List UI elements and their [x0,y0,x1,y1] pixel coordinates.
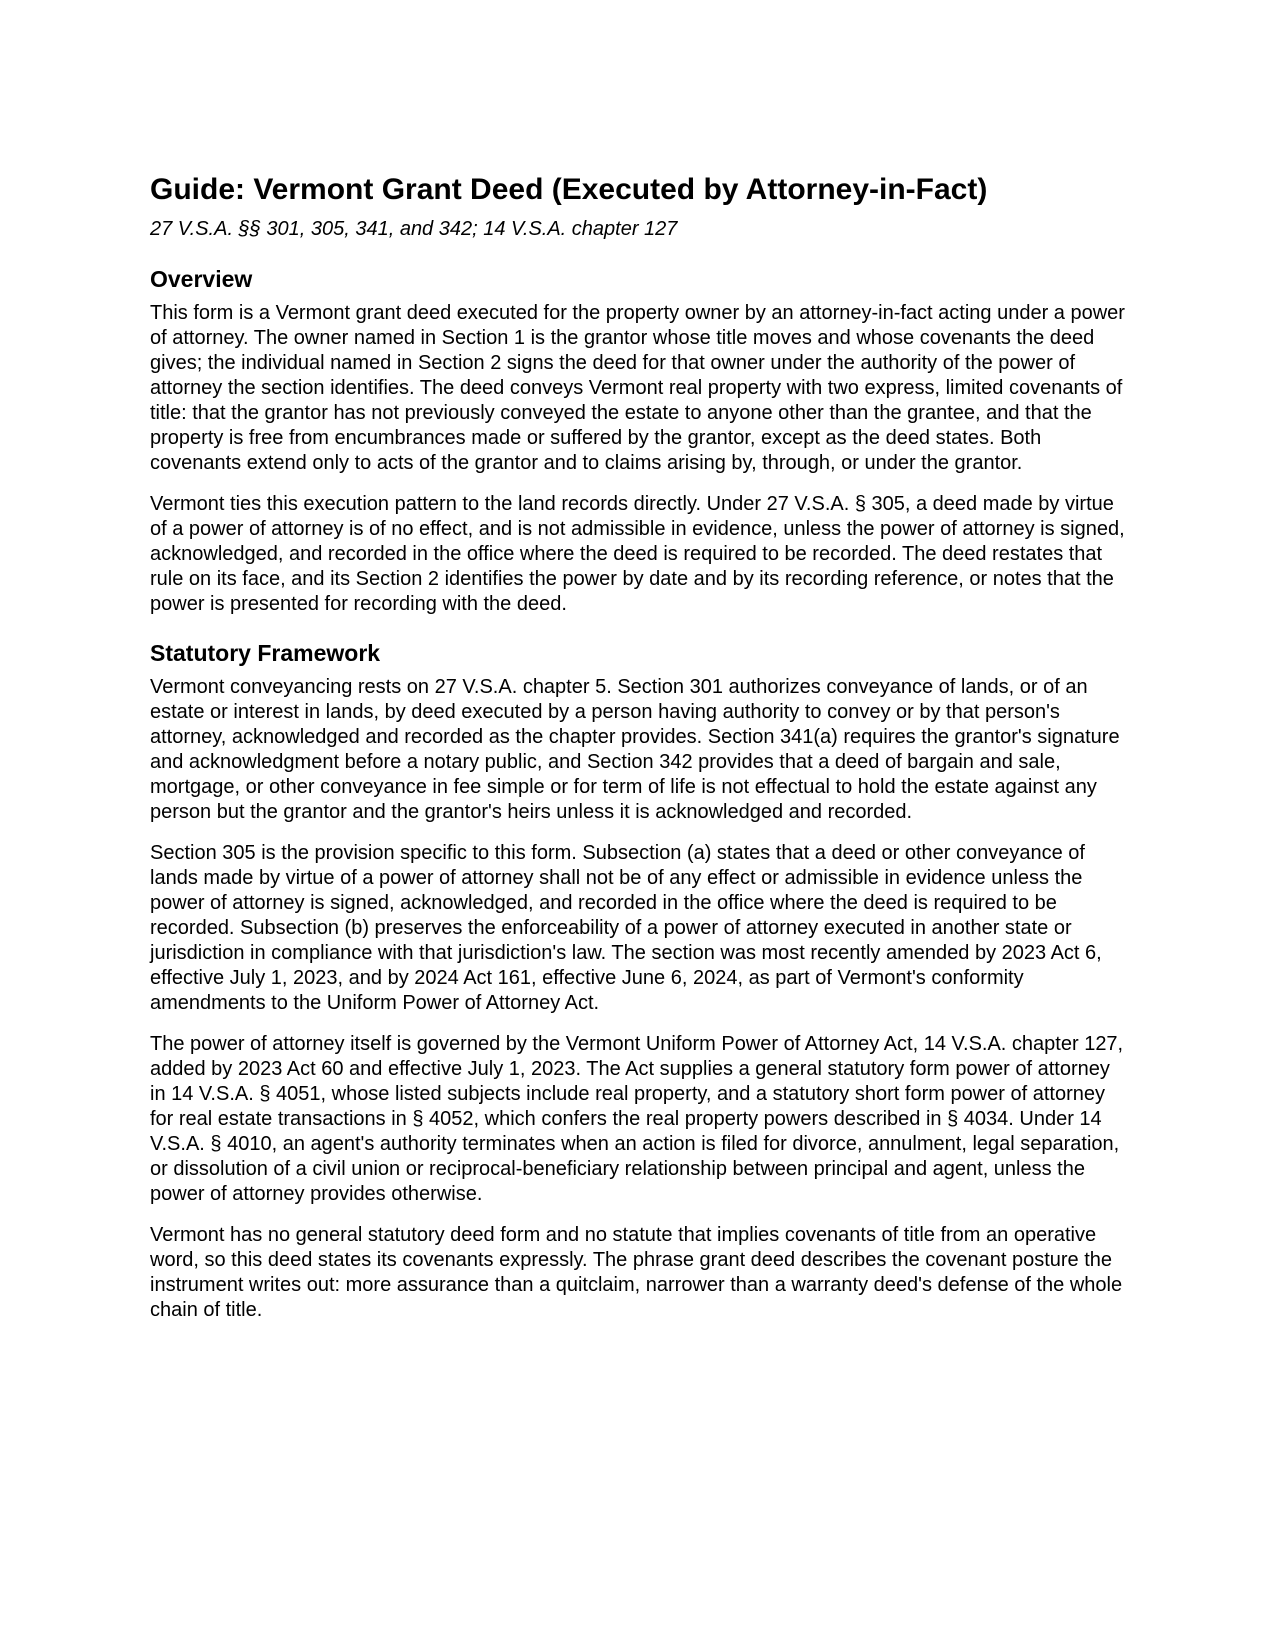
section-heading-statutory-framework: Statutory Framework [150,640,381,666]
section-heading-overview: Overview [150,266,253,292]
document-page [150,172,1130,1323]
framework-paragraph-1: Vermont conveyancing rests on 27 V.S.A. chapter 5. Section 301 authorizes conveyance of lands, or of an estate or interest in lands, by deed executed by a person having authority to convey or by that person's attorney, acknowledged and recorded as the chapter provides. Section 341(a) requires the grantor's signature and acknowledgment before a notary public, and Section 342 provides that a deed of bargain and sale, mortgage, or other conveyance in fee simple or for term of life is not effectual to hold the estate against any person but the grantor and the grantor's heirs unless it is acknowledged and recorded. [150,676,1120,823]
overview-paragraph-2: Vermont ties this execution pattern to the land records directly. Under 27 V.S.A. § 305, a deed made by virtue of a power of attorney is of no effect, and is not admissible in evidence, unless the power of attorney is signed, acknowledged, and recorded in the office where the deed is required to be recorded. The deed restates that rule on its face, and its Section 2 identifies the power by date and by its recording reference, or notes that the power is presented for recording with the deed. [150,493,1125,615]
section-statutory-framework [150,639,1130,1323]
overview-paragraph-1: This form is a Vermont grant deed executed for the property owner by an attorney-in-fact acting under a power of attorney. The owner named in Section 1 is the grantor whose title moves and whose covenants the deed gives; the individual named in Section 2 signs the deed for that owner under the authority of the power of attorney the section identifies. The deed conveys Vermont real property with two express, limited covenants of title: that the grantor has not previously conveyed the estate to anyone other than the grantee, and that the property is free from encumbrances made or suffered by the grantor, except as the deed states. Both covenants extend only to acts of the grantor and to claims arising by, through, or under the grantor. [150,302,1125,474]
document-title: Guide: Vermont Grant Deed (Executed by Attorney-in-Fact) [150,173,988,206]
framework-paragraph-3: The power of attorney itself is governed by the Vermont Uniform Power of Attorney Act, 14 V.S.A. chapter 127, added by 2023 Act 60 and effective July 1, 2023. The Act supplies a general statutory form power of attorney in 14 V.S.A. § 4051, whose listed subjects include real property, and a statutory short form power of attorney for real estate transactions in § 4052, which confers the real property powers described in § 4034. Under 14 V.S.A. § 4010, an agent's authority terminates when an action is filed for divorce, annulment, legal separation, or dissolution of a civil union or reciprocal-beneficiary relationship between principal and agent, unless the power of attorney provides otherwise. [150,1033,1124,1205]
section-overview [150,265,1130,617]
document-subtitle-citation: 27 V.S.A. §§ 301, 305, 341, and 342; 14 V.S.A. chapter 127 [150,218,678,240]
framework-paragraph-2: Section 305 is the provision specific to this form. Subsection (a) states that a deed or other conveyance of lands made by virtue of a power of attorney shall not be of any effect or admissible in evidence unless the power of attorney is signed, acknowledged, and recorded in the office where the deed is required to be recorded. Subsection (b) preserves the enforceability of a power of attorney executed in another state or jurisdiction in compliance with that jurisdiction's law. The section was most recently amended by 2023 Act 6, effective July 1, 2023, and by 2024 Act 161, effective June 6, 2024, as part of Vermont's conformity amendments to the Uniform Power of Attorney Act. [150,842,1102,1014]
framework-paragraph-4: Vermont has no general statutory deed form and no statute that implies covenants of title from an operative word, so this deed states its covenants expressly. The phrase grant deed describes the covenant posture the instrument writes out: more assurance than a quitclaim, narrower than a warranty deed's defense of the whole chain of title. [150,1224,1123,1321]
